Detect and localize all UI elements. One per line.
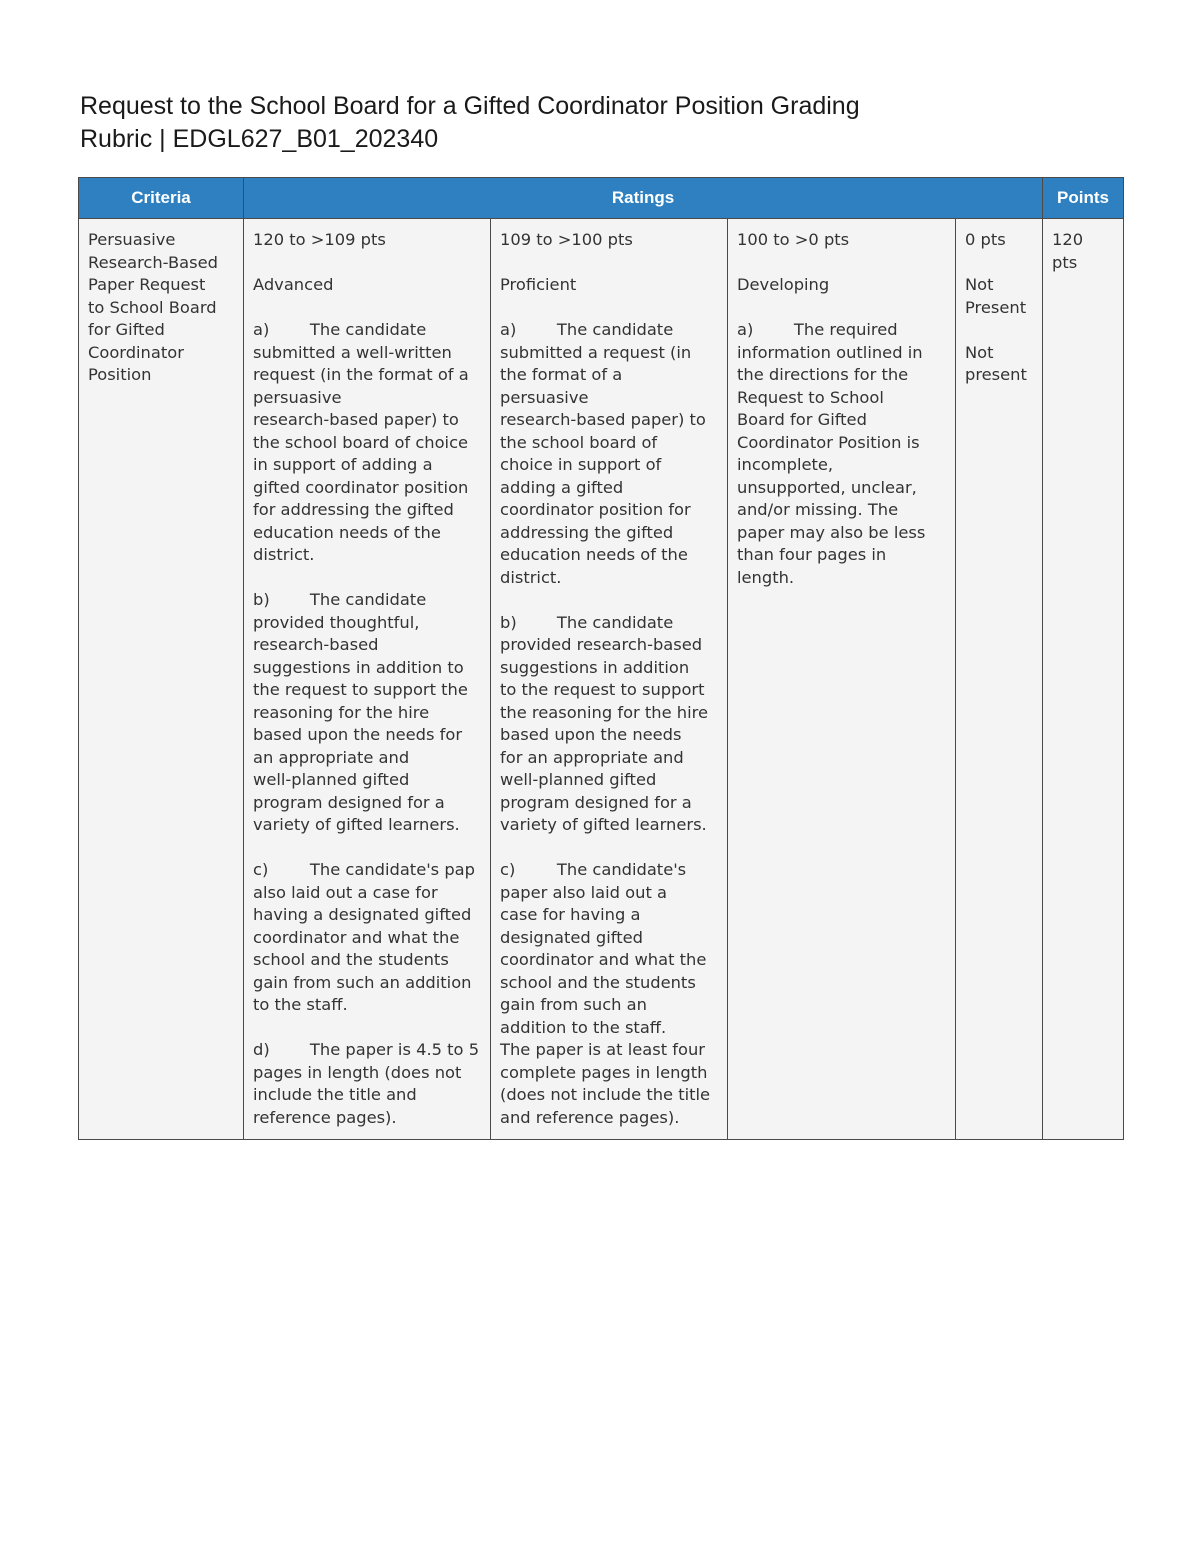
- rating-level: Advanced: [253, 275, 334, 294]
- rating-description: Not present: [965, 342, 1027, 384]
- rating-description: a) The required information outlined in the directions for the Request to School Board for Gifted Coordinator Position is incomplete, unsupported, unclear, and/or missing. The paper may also be less than four pages in length.: [737, 320, 926, 587]
- table-header-row: [79, 178, 1124, 219]
- rating-description: a) The candidate submitted a request (in the format of a persuasive research-based paper) to the school board of choice in support of adding a gifted coordinator position for addressing the gifted education needs of the district. b) The candidate provided research-based suggestions in addition to the request to support the reasoning for the hire based upon the needs for an appropriate and well-planned gifted program designed for a variety of gifted learners. c) The candidate's paper also laid out a case for having a designated gifted coordinator and what the school and the students gain from such an addition to the staff. The paper is at least four complete pages in length (does not include the title and reference pages).: [500, 320, 711, 1127]
- criteria-header: Criteria: [79, 178, 244, 219]
- points-cell: 120 pts: [1043, 219, 1124, 1140]
- page-title-line-1: Request to the School Board for a Gifted Coordinator Position Grading: [80, 92, 860, 120]
- rating-level: Proficient: [500, 275, 577, 294]
- points-header: Points: [1043, 178, 1124, 219]
- rating-description: a) The candidate submitted a well-written request (in the format of a persuasive research-based paper) to the school board of choice in support of adding a gifted coordinator position for addressing the gifted education needs of the district. b) The candidate provided thoughtful, research-based suggestions in addition to the request to support the reasoning for the hire based upon the needs for an appropriate and well-planned gifted program designed for a variety of gifted learners. c) The candidate's pap also laid out a case for having a designated gifted coordinator and what the school and the students gain from such an addition to the staff. d) The paper is 4.5 to 5 pages in length (does not include the title and reference pages).: [253, 320, 480, 1127]
- rating-range: 120 to >109 pts: [253, 230, 386, 249]
- table-row: [79, 219, 1124, 1140]
- criterion-cell: Persuasive Research-Based Paper Request to School Board for Gifted Coordinator Position: [79, 219, 244, 1140]
- rating-proficient-cell: [491, 219, 728, 1140]
- rating-range: 0 pts: [965, 230, 1006, 249]
- rating-range: 100 to >0 pts: [737, 230, 850, 249]
- rating-level: Developing: [737, 275, 830, 294]
- rubric-table: [78, 177, 1124, 1140]
- rating-range: 109 to >100 pts: [500, 230, 633, 249]
- page-title: [80, 90, 1080, 156]
- rating-advanced-cell: [244, 219, 491, 1140]
- ratings-header: Ratings: [244, 178, 1043, 219]
- rating-level: Not Present: [965, 275, 1027, 317]
- page-title-line-2: Rubric | EDGL627_B01_202340: [80, 125, 439, 153]
- rating-developing-cell: [728, 219, 956, 1140]
- rating-not-present-cell: [956, 219, 1043, 1140]
